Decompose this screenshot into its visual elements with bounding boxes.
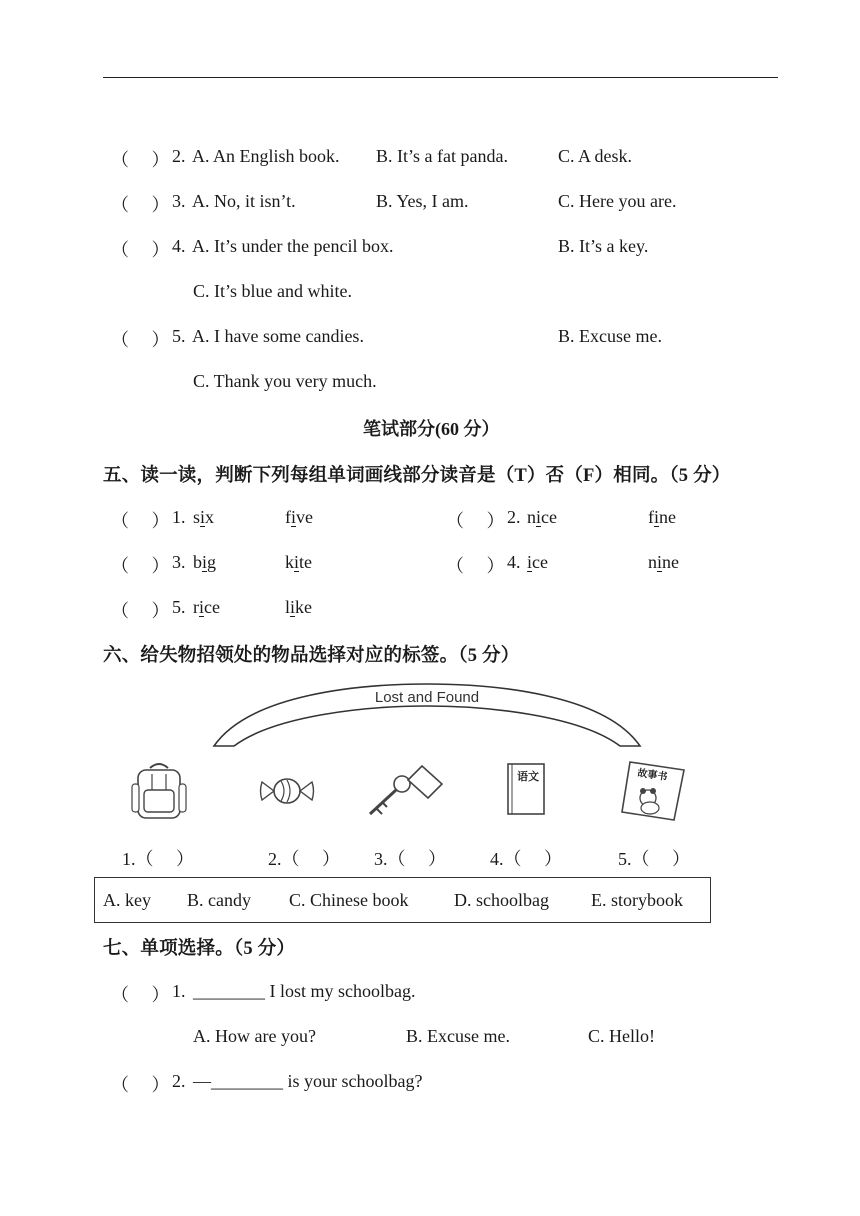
question-number: 2. bbox=[172, 1071, 186, 1091]
answer-paren[interactable]: （ ） bbox=[111, 240, 170, 260]
option-b: B. It’s a fat panda. bbox=[376, 146, 508, 166]
option-b: B. It’s a key. bbox=[558, 236, 649, 256]
option-c: C. It’s blue and white. bbox=[193, 281, 352, 301]
chinese-book-icon bbox=[503, 760, 549, 818]
option-a: A. I have some candies. bbox=[192, 326, 364, 346]
option-c: C. Here you are. bbox=[558, 191, 677, 211]
item-number: 4. bbox=[507, 552, 521, 572]
item-number: 1. bbox=[172, 507, 186, 527]
answer-paren[interactable]: （ ） bbox=[631, 849, 690, 869]
candy-icon bbox=[258, 772, 316, 810]
answer-paren[interactable]: （ ） bbox=[111, 195, 170, 215]
option-c: C. Hello! bbox=[588, 1026, 655, 1046]
question-number: 5. bbox=[172, 326, 186, 346]
blank-2: 2.（ ） bbox=[268, 849, 340, 869]
answer-paren[interactable]: （ ） bbox=[446, 556, 505, 576]
banner-label: Lost and Found bbox=[374, 689, 480, 706]
answer-paren[interactable]: （ ） bbox=[111, 511, 170, 531]
question-number: 2. bbox=[172, 146, 186, 166]
answer-paren[interactable]: （ ） bbox=[111, 601, 170, 621]
label-option: C. Chinese book bbox=[289, 890, 409, 910]
word-2: kite bbox=[285, 552, 313, 572]
header-rule bbox=[103, 77, 778, 78]
book-label: 语文 bbox=[517, 770, 539, 783]
option-b: B. Excuse me. bbox=[406, 1026, 510, 1046]
written-part-header: 笔试部分(60 分） bbox=[363, 419, 500, 439]
word-2: five bbox=[285, 507, 314, 527]
question-stem: —________ is your schoolbag? bbox=[193, 1071, 423, 1091]
option-c: C. A desk. bbox=[558, 146, 633, 166]
answer-paren[interactable]: （ ） bbox=[111, 330, 170, 350]
word-2: fine bbox=[648, 507, 677, 527]
item-number: 2. bbox=[507, 507, 521, 527]
lost-and-found-banner bbox=[210, 680, 644, 752]
option-b: B. Excuse me. bbox=[558, 326, 662, 346]
question-number: 3. bbox=[172, 191, 186, 211]
answer-paren[interactable]: （ ） bbox=[111, 985, 170, 1005]
word-1: six bbox=[193, 507, 215, 527]
option-b: B. Yes, I am. bbox=[376, 191, 469, 211]
answer-paren[interactable]: （ ） bbox=[111, 150, 170, 170]
label-option: E. storybook bbox=[591, 890, 683, 910]
question-number: 4. bbox=[172, 236, 186, 256]
option-a: A. No, it isn’t. bbox=[192, 191, 296, 211]
answer-paren[interactable]: （ ） bbox=[281, 849, 340, 869]
option-a: A. An English book. bbox=[192, 146, 340, 166]
blank-3: 3.（ ） bbox=[374, 849, 446, 869]
blank-1: 1.（ ） bbox=[122, 849, 194, 869]
answer-paren[interactable]: （ ） bbox=[111, 1075, 170, 1095]
question-number: 1. bbox=[172, 981, 186, 1001]
label-option: B. candy bbox=[187, 890, 251, 910]
answer-paren[interactable]: （ ） bbox=[503, 849, 562, 869]
storybook-icon bbox=[618, 758, 688, 824]
section-7-title: 七、单项选择。（5 分） bbox=[103, 939, 296, 959]
word-1: nice bbox=[527, 507, 557, 527]
blank-5: 5.（ ） bbox=[618, 849, 690, 869]
word-2: like bbox=[285, 597, 313, 617]
word-2: nine bbox=[648, 552, 680, 572]
option-a: A. It’s under the pencil box. bbox=[192, 236, 394, 256]
key-icon bbox=[362, 762, 444, 820]
section-6-title: 六、给失物招领处的物品选择对应的标签。（5 分） bbox=[103, 646, 520, 666]
word-1: ice bbox=[527, 552, 548, 572]
item-number: 5. bbox=[172, 597, 186, 617]
storybook-label: 故事书 bbox=[636, 767, 668, 784]
answer-paren[interactable]: （ ） bbox=[446, 511, 505, 531]
word-1: big bbox=[193, 552, 217, 572]
answer-paren[interactable]: （ ） bbox=[111, 556, 170, 576]
option-c: C. Thank you very much. bbox=[193, 371, 377, 391]
item-number: 3. bbox=[172, 552, 186, 572]
answer-paren[interactable]: （ ） bbox=[135, 849, 194, 869]
blank-4: 4.（ ） bbox=[490, 849, 562, 869]
label-option: A. key bbox=[103, 890, 151, 910]
option-a: A. How are you? bbox=[193, 1026, 316, 1046]
answer-paren[interactable]: （ ） bbox=[387, 849, 446, 869]
label-option: D. schoolbag bbox=[454, 890, 549, 910]
word-1: rice bbox=[193, 597, 220, 617]
question-stem: ________ I lost my schoolbag. bbox=[193, 981, 416, 1001]
section-5-title: 五、读一读，判断下列每组单词画线部分读音是（T）否（F）相同。（5 分） bbox=[103, 466, 731, 486]
schoolbag-icon bbox=[130, 760, 188, 822]
